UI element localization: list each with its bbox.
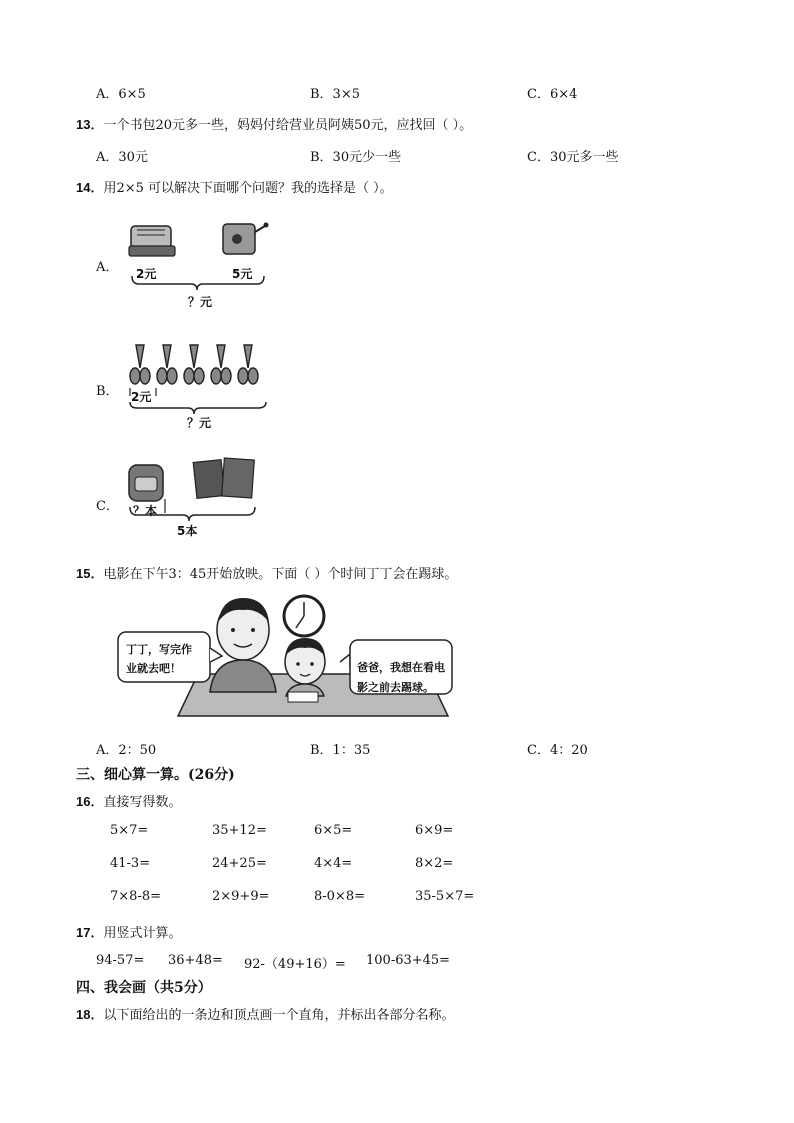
q15-text: 电影在下午3：45开始放映。下面（ ）个时间丁丁会在踢球。: [103, 567, 458, 582]
bubble-left-line-2: 业就去吧！: [126, 662, 181, 675]
scissors-icon-5: [238, 345, 258, 384]
section-4-heading: 四、我会画（共5分）: [76, 980, 212, 996]
q15-option-b: B．1：35: [310, 743, 371, 758]
q14-text: 用2×5 可以解决下面哪个问题？我的选择是（ ）。: [103, 181, 393, 196]
scissors-icon-1: [130, 345, 150, 384]
q15-option-a: A．2：50: [96, 743, 157, 758]
q17-item-2: 36+48=: [168, 953, 223, 968]
q15-question: [76, 563, 457, 582]
q17-number: 17．: [76, 925, 104, 940]
scissors-icon-4: [211, 345, 231, 384]
q16-r2-c3: 4×4=: [314, 856, 353, 871]
q14-b-each-price: 2元: [131, 390, 152, 404]
q14-option-b-label: B．: [96, 384, 119, 399]
pencil-sharpener-icon: [223, 223, 269, 255]
q13-text: 一个书包20元多一些，妈妈付给营业员阿姨50元，应找回（ ）。: [103, 118, 473, 133]
boy-figure: [285, 638, 325, 702]
q14-a-right-price: 5元: [232, 267, 253, 281]
q15-option-c: C．4：20: [527, 743, 588, 758]
q16-r1-c1: 5×7=: [110, 823, 149, 838]
scissors-icon-2: [157, 345, 177, 384]
q16-r3-c3: 8-0×8=: [314, 889, 365, 904]
q17-item-1: 94-57=: [96, 953, 145, 968]
q14-question: [76, 177, 393, 196]
q18-question: [76, 1004, 454, 1023]
section-3-heading: 三、细心算一算。(26分): [76, 767, 235, 783]
q16-r2-c1: 41-3=: [110, 856, 151, 871]
q13-question: [76, 114, 472, 133]
q14-a-left-price: 2元: [136, 267, 157, 281]
q13-option-b: B．30元少一些: [310, 150, 402, 165]
q16-question: [76, 791, 181, 810]
q16-r2-c2: 24+25=: [212, 856, 267, 871]
q16-r1-c3: 6×5=: [314, 823, 353, 838]
scissors-icon-3: [184, 345, 204, 384]
books-icon: [193, 458, 254, 498]
q14-c-part: ？本: [133, 504, 158, 518]
clock-icon: [284, 596, 324, 636]
q14-number: 14．: [76, 180, 104, 195]
q12-option-b: B．3×5: [310, 87, 360, 102]
father-figure: [210, 598, 276, 692]
q14-a-total: ？元: [188, 295, 213, 309]
q14-b-total: ？元: [187, 416, 212, 430]
q16-r1-c2: 35+12=: [212, 823, 267, 838]
q12-option-a: A．6×5: [96, 87, 146, 102]
q16-r2-c4: 8×2=: [415, 856, 454, 871]
bubble-right-line-1: 爸爸，我想在看电: [357, 661, 445, 674]
q16-number: 16．: [76, 794, 104, 809]
stapler-icon: [129, 226, 175, 256]
q13-option-a: A．30元: [96, 150, 148, 165]
bubble-right-line-2: 影之前去踢球。: [357, 681, 434, 694]
q15-illustration: [118, 592, 458, 722]
q13-number: 13．: [76, 117, 104, 132]
q18-text: 以下面给出的一条边和顶点画一个直角，并标出各部分名称。: [103, 1008, 455, 1023]
q17-question: [76, 922, 181, 941]
q17-text: 用竖式计算。: [103, 926, 182, 941]
q18-number: 18．: [76, 1007, 104, 1022]
q14-option-c-label: C．: [96, 499, 119, 514]
q12-option-c: C．6×4: [527, 87, 578, 102]
q17-item-3: 92-（49+16）=: [244, 957, 346, 972]
bubble-left-line-1: 丁丁，写完作: [126, 643, 192, 656]
q13-option-c: C．30元多一些: [527, 150, 619, 165]
q14-option-a-label: A．: [96, 260, 119, 275]
q16-r3-c1: 7×8-8=: [110, 889, 161, 904]
q14-c-total: 5本: [177, 524, 198, 538]
q15-number: 15．: [76, 566, 104, 581]
q16-r1-c4: 6×9=: [415, 823, 454, 838]
q16-text: 直接写得数。: [103, 795, 182, 810]
q16-r3-c2: 2×9+9=: [212, 889, 270, 904]
backpack-icon: [129, 465, 163, 501]
q17-item-4: 100-63+45=: [366, 953, 451, 968]
q16-r3-c4: 35-5×7=: [415, 889, 475, 904]
